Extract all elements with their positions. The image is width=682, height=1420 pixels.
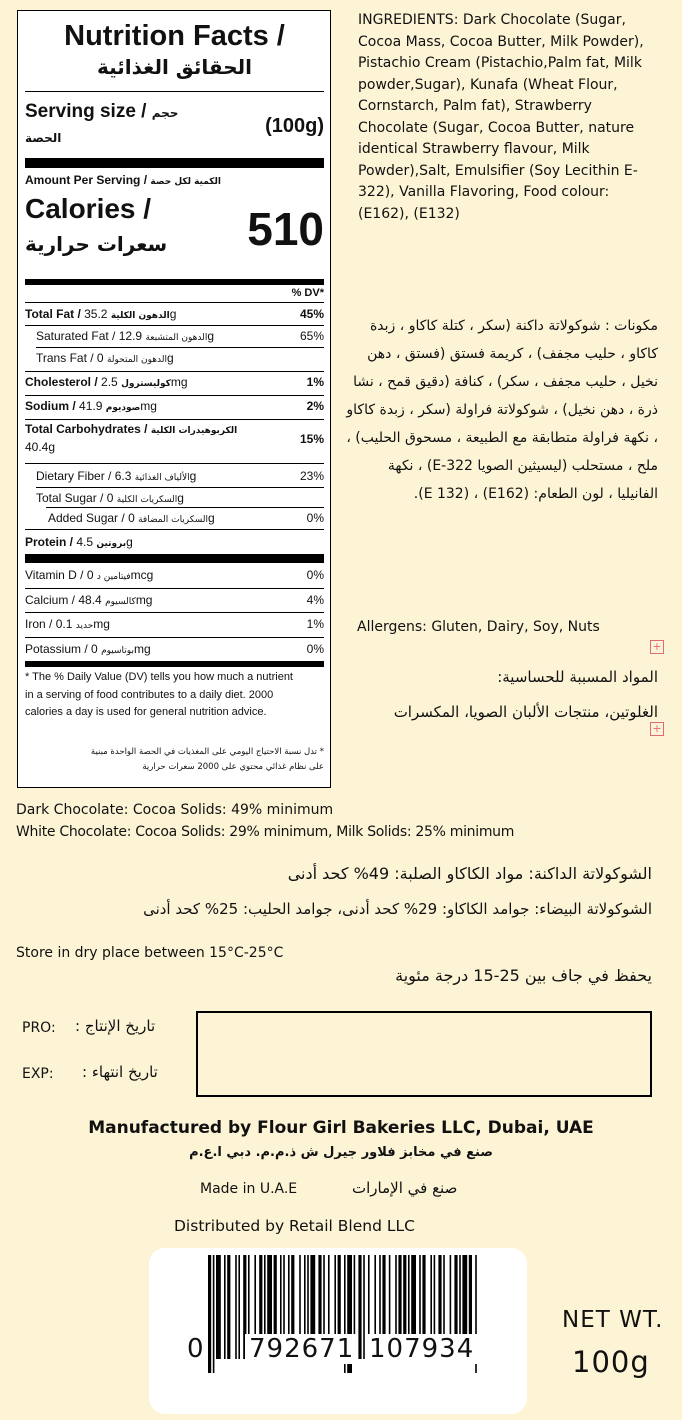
- manufacturer-ar: صنع في مخابز فلاور جيرل ش ذ.م.م. دبي ا.ع.م: [189, 1145, 493, 1160]
- net-wt-label: NET WT.: [562, 1307, 664, 1333]
- barcode-panel: [149, 1248, 527, 1414]
- amount-per-serving-ar: الكمية لكل حصة: [150, 177, 221, 187]
- footnote-ar: * تدل نسبة الاحتياج اليومي على المغذيات في الحصة الواحدة مبنية على نظام غذائي محتوي على 2000 سعرات حرارية: [90, 747, 324, 772]
- row-total-sugar: Total Sugar / السكريات الكلية 0g: [36, 491, 184, 505]
- exp-label: EXP:: [22, 1066, 54, 1082]
- barcode-bar: [224, 1255, 226, 1359]
- footnote-en: * The % Daily Value (DV) tells you how much a nutrient in a serving of food contributes to a daily diet. 2000 calories a day is used for general nutrition advice.: [25, 671, 293, 718]
- serving-size-label: Serving size /: [25, 101, 147, 122]
- barcode-bar: [213, 1255, 215, 1373]
- allergens-en: Allergens: Gluten, Dairy, Soy, Nuts: [357, 619, 600, 635]
- barcode-bar: [227, 1255, 230, 1359]
- allergens-ar: الغلوتين، منتجات الألبان الصويا، المكسرات: [393, 703, 658, 721]
- expand-icon[interactable]: +: [650, 640, 664, 654]
- barcode-bar: [216, 1255, 221, 1359]
- pro-label: PRO:: [22, 1020, 56, 1036]
- barcode-bar: [358, 1255, 361, 1359]
- net-wt-value: 100g: [572, 1345, 650, 1379]
- serving-size-label-ar: حجم: [151, 106, 179, 120]
- made-in-en: Made in U.A.E: [200, 1181, 298, 1197]
- allergens-ar-title: المواد المسببة للحساسية:: [497, 668, 658, 686]
- serving-size-value: (100g): [265, 115, 324, 137]
- cocoa-dark-ar: الشوكولاتة الداكنة: مواد الكاكاو الصلبة: 49% كحد أدنى: [287, 864, 652, 883]
- row-saturated-fat: Saturated Fat / الدهون المتشبعة 12.9g 65%: [36, 329, 324, 343]
- exp-label-ar: تاريخ انتهاء :: [82, 1063, 158, 1081]
- nutrition-facts-panel: [17, 10, 331, 788]
- cocoa-white-en: White Chocolate: Cocoa Solids: 29% minimum, Milk Solids: 25% minimum: [16, 824, 515, 840]
- barcode-bar: [208, 1255, 211, 1373]
- ingredients-ar: مكونات : شوكولاتة داكنة (سكر ، كتلة كاكاو ، زبدة كاكاو ، حليب مجفف) ، كريمة فستق (فستق ، دهن نخيل ، حليب مجفف ، سكر) ، كنافة (دقيق قمح ، نشا ذرة ، دهن نخيل) ، شوكولاتة فراولة (سكر ، زبدة كاكاو ، نكهة فراولة متطابقة مع الطبيعة ، مسحوق الحليب) ، ملح ، مستحلب (ليسيثين الصويا E-322) ، نكهة الفانيليا ، لون الطعام: (E162) ، (E 132).: [346, 318, 658, 502]
- storage-en: Store in dry place between 15°C-25°C: [16, 945, 284, 961]
- row-protein: Protein / بروتين 4.5g: [25, 535, 133, 549]
- amount-per-serving: Amount Per Serving /: [25, 173, 148, 187]
- row-vitamin-d: Vitamin D / فيتامين د 0mcg 0%: [25, 568, 324, 582]
- serving-size-label-ar2: الحصة: [25, 131, 62, 145]
- row-total-fat: Total Fat / الدهون الكلية 35.2g 45%: [25, 307, 324, 321]
- barcode-digit-first: 0: [187, 1334, 204, 1364]
- manufacturer-en: Manufactured by Flour Girl Bakeries LLC, Dubai, UAE: [88, 1118, 594, 1138]
- row-trans-fat: Trans Fat / الدهون المتحولة 0g: [36, 351, 174, 365]
- row-calcium: Calcium / كالسيوم 48.4mg 4%: [25, 593, 324, 607]
- dv-header: % DV*: [291, 287, 324, 299]
- calories-value: 510: [247, 203, 324, 255]
- barcode-bar: [238, 1255, 240, 1359]
- row-iron: Iron / حديد 0.1mg 1%: [25, 617, 324, 631]
- ingredients-en: INGREDIENTS: Dark Chocolate (Sugar, Cocoa Mass, Cocoa Butter, Milk Powder), Pistachio Cream (Pistachio,Palm fat, Milk powder,Sugar), Kunafa (Wheat Flour, Cornstarch, Palm fat), Strawberry Chocolate (Sugar, Cocoa Butter, nature identical Strawberry flavour, Milk Powder),Salt, Emulsifier (Soy Lecithin E-322), Vanilla Flavoring, Food colour: (E162), (E132): [358, 12, 644, 222]
- pro-label-ar: تاريخ الإنتاج :: [75, 1017, 156, 1035]
- row-sodium: Sodium / صوديوم 41.9mg 2%: [25, 399, 324, 413]
- row-potassium: Potassium / بوتاسيوم 0mg 0%: [25, 642, 324, 656]
- barcode-bar: [235, 1255, 237, 1359]
- nutrition-title-ar: الحقائق الغذائية: [96, 55, 253, 79]
- row-total-carbohydrates: Total Carbohydrates / الكربوهيدرات الكلية 40.4g 15%: [25, 422, 324, 454]
- made-in-ar: صنع في الإمارات: [352, 1179, 458, 1197]
- calories-label: Calories /: [25, 193, 152, 224]
- barcode-digits-right: 107934: [365, 1334, 478, 1364]
- row-dietary-fiber: Dietary Fiber / الألياف الغذائية 6.3g 23%: [36, 469, 324, 483]
- cocoa-white-ar: الشوكولاتة البيضاء: جوامد الكاكاو: 29% كحد أدنى، جوامد الحليب: 25% كحد أدنى: [143, 900, 652, 918]
- barcode-digits-left: 792671: [245, 1334, 358, 1364]
- storage-ar: يحفظ في جاف بين 25-15 درجة مئوية: [395, 966, 652, 985]
- calories-label-ar: سعرات حرارية: [25, 232, 168, 256]
- date-stamp-box: [196, 1011, 652, 1097]
- row-cholesterol: Cholesterol / كوليسترول 2.5mg 1%: [25, 375, 324, 389]
- row-added-sugar: Added Sugar / السكريات المضافة 0g 0%: [48, 511, 324, 525]
- distributed-by: Distributed by Retail Blend LLC: [174, 1217, 415, 1235]
- cocoa-dark-en: Dark Chocolate: Cocoa Solids: 49% minimum: [16, 802, 334, 818]
- expand-icon[interactable]: +: [650, 722, 664, 736]
- nutrition-title: Nutrition Facts /: [64, 20, 285, 52]
